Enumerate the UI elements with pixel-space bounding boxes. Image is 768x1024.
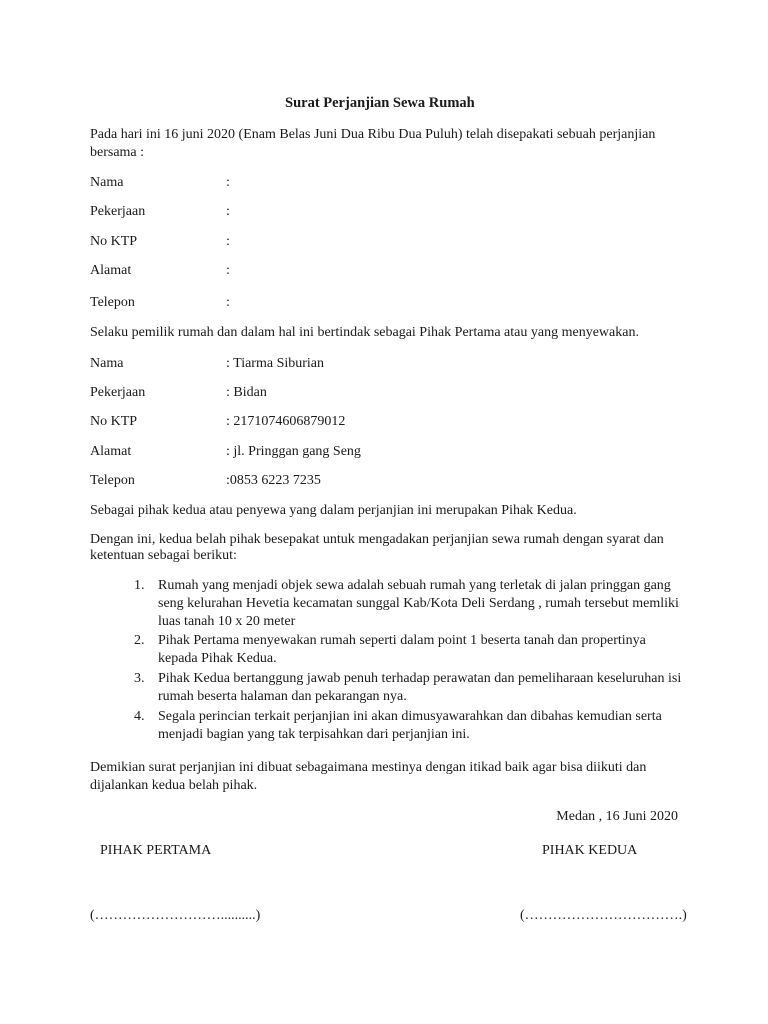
field-label: Telepon: [90, 473, 135, 488]
list-line: menjadi bagian yang tak terpisahkan dari perjanjian ini.: [158, 727, 470, 742]
list-text: [158, 632, 646, 668]
field-value: : 2171074606879012: [226, 414, 346, 429]
list-number: 3.: [134, 671, 145, 686]
list-line: Rumah yang menjadi objek sewa adalah sebuah rumah yang terletak di jalan pringgan gang: [158, 578, 671, 593]
list-number: 2.: [134, 633, 145, 648]
field-label: Alamat: [90, 444, 132, 459]
intro-line-2: bersama :: [90, 145, 145, 160]
list-number: 1.: [134, 578, 145, 593]
closing-line-2: dijalankan kedua belah pihak.: [90, 778, 258, 793]
field-value: :: [226, 175, 230, 190]
second-party-signature-blank: (…………………………….): [520, 908, 687, 923]
field-label: Pekerjaan: [90, 385, 146, 400]
second-party-role: Sebagai pihak kedua atau penyewa yang dalam perjanjian ini merupakan Pihak Kedua.: [90, 503, 577, 518]
field-value: :: [226, 295, 230, 310]
list-line: Segala perincian terkait perjanjian ini akan dimusyawarahkan dan dibahas kemudian serta: [158, 709, 662, 724]
field-label: Nama: [90, 175, 124, 190]
agreement-intro-line-1: Dengan ini, kedua belah pihak besepakat untuk mengadakan perjanjian sewa rumah dengan syarat dan: [90, 532, 664, 547]
second-party-signature-label: PIHAK KEDUA: [542, 843, 638, 858]
field-label: No KTP: [90, 414, 138, 429]
agreement-intro-line-2: ketentuan sebagai berikut:: [90, 548, 237, 563]
field-label: Nama: [90, 356, 124, 371]
field-value: : Bidan: [226, 385, 267, 400]
list-text: [158, 708, 662, 744]
first-party-signature-label: PIHAK PERTAMA: [100, 843, 212, 858]
field-value: :0853 6223 7235: [226, 473, 321, 488]
list-line: kepada Pihak Kedua.: [158, 651, 277, 666]
list-line: seng kelurahan Hevetia kecamatan sunggal Kab/Kota Deli Serdang , rumah tersebut memliki: [158, 596, 679, 611]
intro-line-1: Pada hari ini 16 juni 2020 (Enam Belas Juni Dua Ribu Dua Puluh) telah disepakati sebuah perjanjian: [90, 127, 656, 142]
list-text: [158, 577, 679, 631]
list-line: rumah beserta halaman dan pekarangan nya.: [158, 689, 407, 704]
list-line: luas tanah 10 x 20 meter: [158, 614, 296, 629]
first-party-signature-blank: (………………………..........): [90, 908, 261, 923]
field-label: Alamat: [90, 263, 132, 278]
place-date: Medan , 16 Juni 2020: [556, 809, 678, 824]
document-title: Surat Perjanjian Sewa Rumah: [285, 95, 475, 111]
field-value: :: [226, 204, 230, 219]
list-number: 4.: [134, 709, 145, 724]
field-value: :: [226, 234, 230, 249]
list-line: Pihak Pertama menyewakan rumah seperti dalam point 1 beserta tanah dan propertinya: [158, 633, 646, 648]
field-value: : jl. Pringgan gang Seng: [226, 444, 361, 459]
field-label: Pekerjaan: [90, 204, 146, 219]
field-value: : Tiarma Siburian: [226, 356, 325, 371]
field-label: No KTP: [90, 234, 138, 249]
field-label: Telepon: [90, 295, 135, 310]
list-line: Pihak Kedua bertanggung jawab penuh terhadap perawatan dan pemeliharaan keseluruhan isi: [158, 671, 682, 686]
closing-line-1: Demikian surat perjanjian ini dibuat sebagaimana mestinya dengan itikad baik agar bisa diikuti dan: [90, 760, 647, 775]
list-text: [158, 670, 681, 706]
first-party-role: Selaku pemilik rumah dan dalam hal ini bertindak sebagai Pihak Pertama atau yang menyewakan.: [90, 325, 639, 340]
field-value: :: [226, 263, 230, 278]
